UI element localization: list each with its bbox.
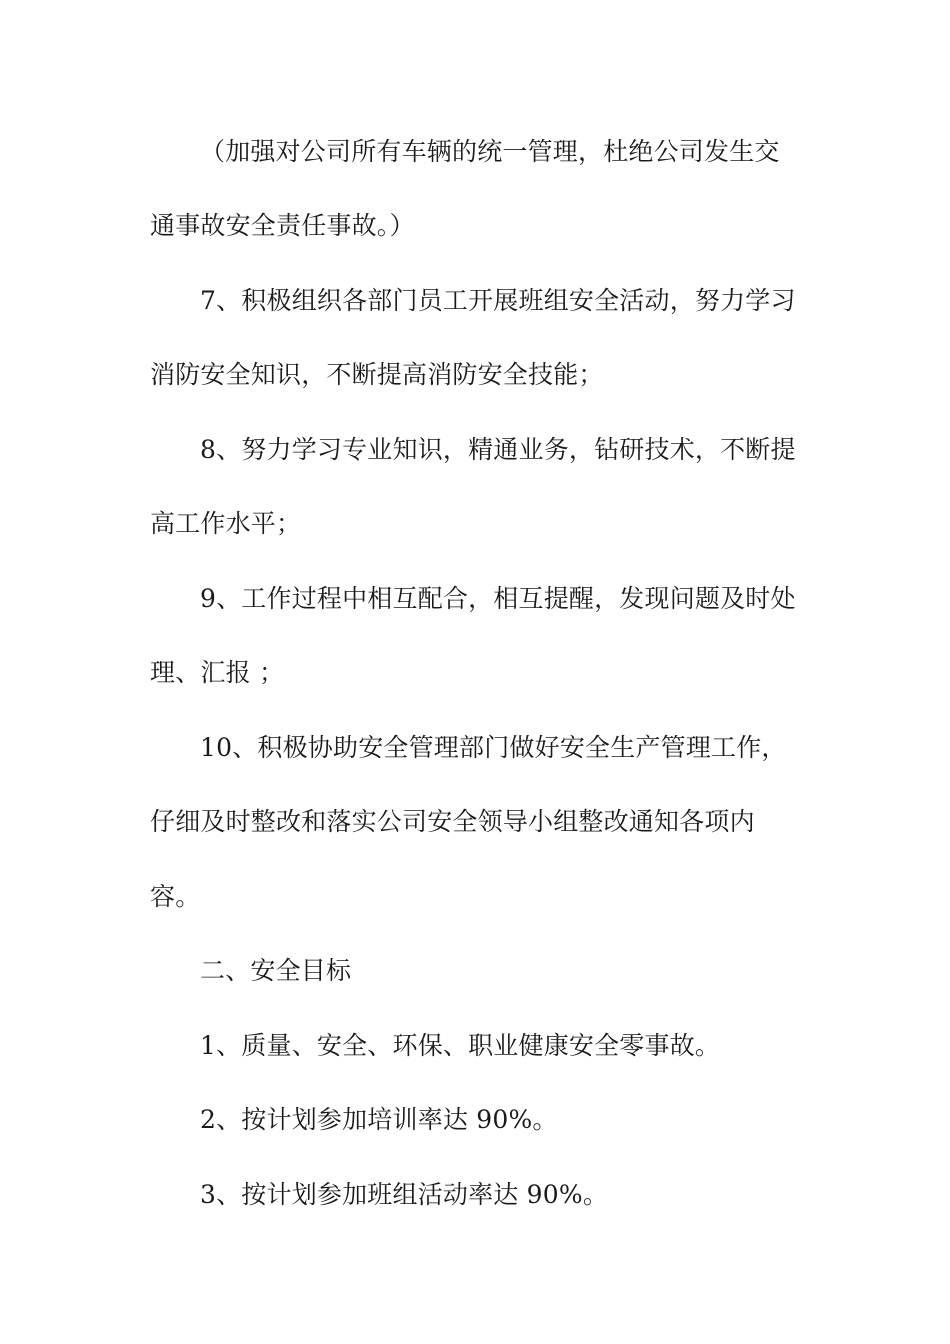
paragraph-vehicle-management-line-2: 通事故安全责任事故。） <box>150 211 415 240</box>
item-9-line-1: 9、工作过程中相互配合，相互提醒，发现问题及时处 <box>200 584 796 613</box>
item-7-line-2: 消防安全知识，不断提高消防安全技能； <box>150 360 604 389</box>
section-heading-safety-goals: 二、安全目标 <box>200 956 352 985</box>
item-10-line-2: 仔细及时整改和落实公司安全领导小组整改通知各项内 <box>150 807 755 836</box>
goal-item-1: 1、质量、安全、环保、职业健康安全零事故。 <box>200 1031 721 1060</box>
goal-item-3: 3、按计划参加班组活动率达 90%。 <box>200 1180 609 1209</box>
paragraph-vehicle-management-line-1: （加强对公司所有车辆的统一管理，杜绝公司发生交 <box>200 137 780 166</box>
goal-item-2: 2、按计划参加培训率达 90%。 <box>200 1105 558 1134</box>
item-9-line-2: 理、汇报 ； <box>150 658 285 687</box>
item-7-line-1: 7、积极组织各部门员工开展班组安全活动，努力学习 <box>200 286 796 315</box>
item-8-line-2: 高工作水平； <box>150 509 302 538</box>
item-8-line-1: 8、努力学习专业知识，精通业务，钻研技术，不断提 <box>200 435 796 464</box>
item-10-line-1: 10、积极协助安全管理部门做好安全生产管理工作， <box>200 733 787 762</box>
item-10-line-3: 容。 <box>150 882 201 911</box>
